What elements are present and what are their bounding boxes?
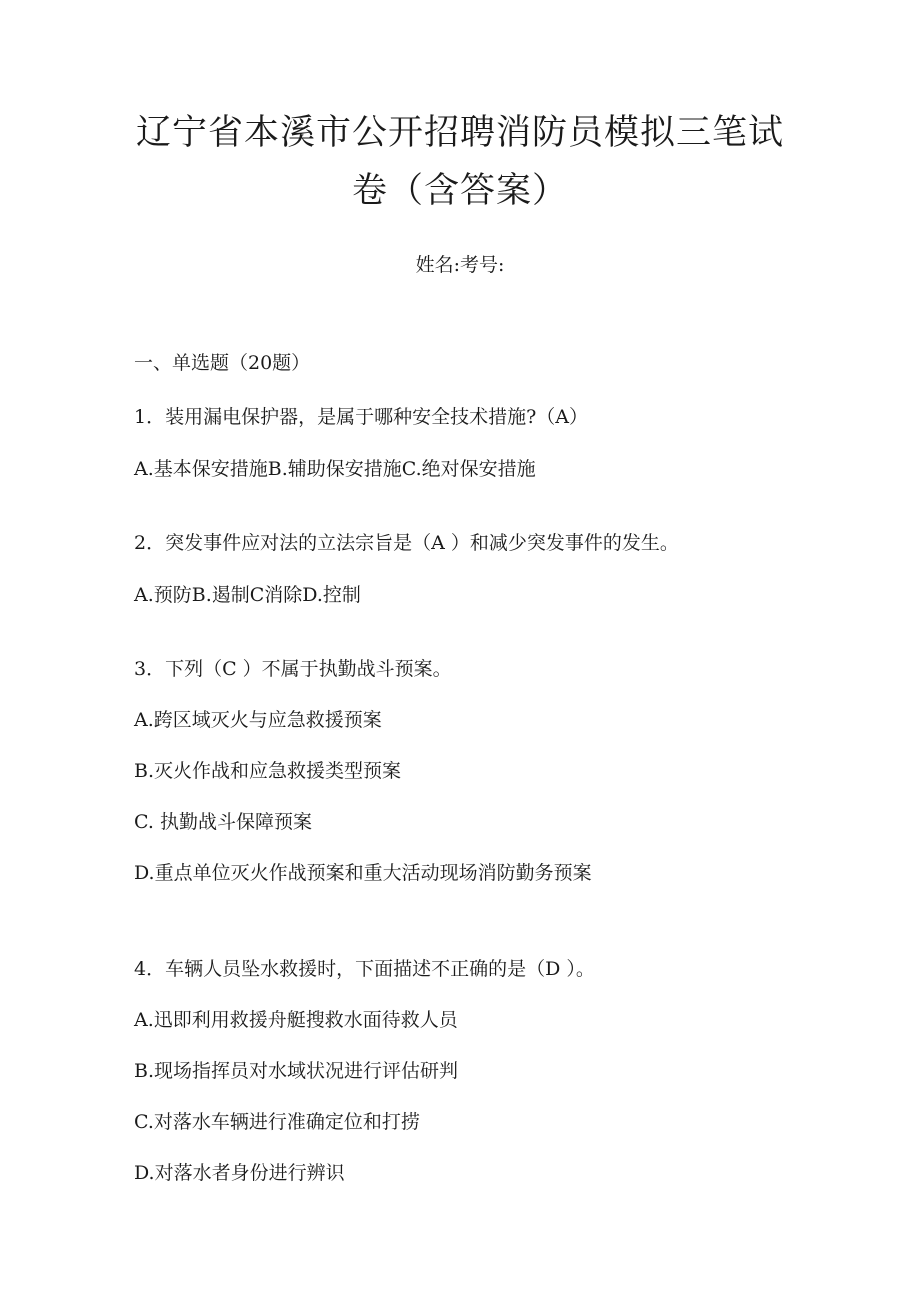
document-title [0, 104, 920, 220]
question-4-option-b: B.现场指挥员对水域状况进行评估研判 [134, 1060, 459, 1082]
section-heading: 一、单选题（20题） [134, 352, 311, 374]
question-3-option-c: C. 执勤战斗保障预案 [134, 811, 312, 833]
question-3-option-a: A.跨区域灭火与应急救援预案 [134, 709, 382, 731]
title-line-1: 辽宁省本溪市公开招聘消防员模拟三笔试 [135, 113, 784, 153]
title-line-2: 卷（含答案） [351, 171, 568, 211]
question-4-stem: 4．车辆人员坠水救援时，下面描述不正确的是（D ）。 [134, 958, 595, 980]
question-3-stem: 3．下列（C ）不属于执勤战斗预案。 [134, 658, 452, 680]
question-3-option-d: D.重点单位灭火作战预案和重大活动现场消防勤务预案 [134, 862, 592, 884]
question-2-stem: 2．突发事件应对法的立法宗旨是（A ）和减少突发事件的发生。 [134, 532, 679, 554]
question-3-option-b: B.灭火作战和应急救援类型预案 [134, 760, 402, 782]
question-2-option-line: A.预防B.遏制C消除D.控制 [134, 584, 361, 606]
question-4-option-c: C.对落水车辆进行准确定位和打捞 [134, 1111, 420, 1133]
name-exam-number-line: 姓名:考号: [415, 254, 505, 276]
question-1-option-line: A.基本保安措施B.辅助保安措施C.绝对保安措施 [134, 458, 536, 480]
question-1-stem: 1．装用漏电保护器，是属于哪种安全技术措施?（A） [134, 406, 588, 428]
question-4-option-a: A.迅即利用救援舟艇搜救水面待救人员 [134, 1009, 458, 1031]
question-4-option-d: D.对落水者身份进行辨识 [134, 1162, 345, 1184]
